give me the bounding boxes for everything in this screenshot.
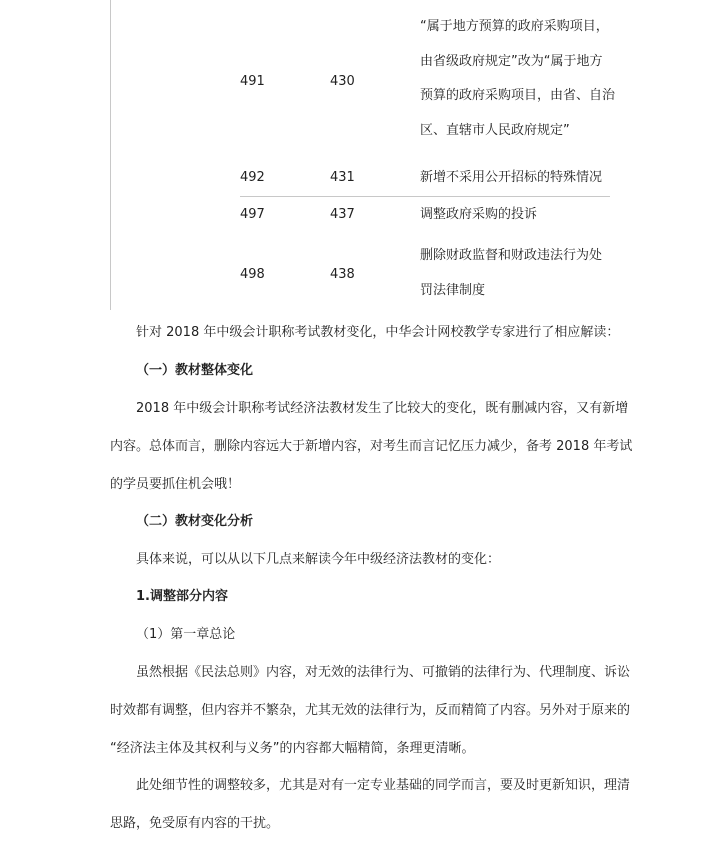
table-cell-new-page: 438 [330, 267, 355, 282]
description-line: 区、直辖市人民政府规定” [420, 122, 570, 138]
description-line: 罚法律制度 [420, 282, 486, 298]
table-left-border [110, 0, 111, 310]
paragraph-line: 时效都有调整，但内容并不繁杂，尤其无效的法律行为，反而精简了内容。另外对于原来的 [110, 703, 631, 718]
description-line: 删除财政监督和财政违法行为处 [420, 248, 603, 263]
paragraph-line: 具体来说，可以从以下几点来解读今年中级经济法教材的变化： [136, 552, 501, 567]
table-cell-old-page: 491 [240, 74, 265, 89]
section-heading [110, 352, 636, 390]
point-heading [110, 578, 636, 616]
paragraph-line: 此处细节性的调整较多，尤其是对有一定专业基础的同学而言，要及时更新知识，理清 [136, 778, 631, 793]
table-cell-description [420, 170, 615, 186]
table-cell-new-page: 430 [330, 74, 355, 89]
table-cell-old-page: 497 [240, 207, 265, 222]
subheading-text: （1）第一章总论 [136, 627, 236, 642]
description-line: “属于地方预算的政府采购项目， [420, 19, 609, 34]
heading-text: （一）教材整体变化 [136, 363, 254, 378]
paragraph-line: “经济法主体及其权利与义务”的内容都大幅精简，条理更清晰。 [110, 741, 475, 756]
paragraph-line: 的学员要抓住机会哦！ [110, 477, 241, 492]
table-cell-old-page: 492 [240, 170, 265, 185]
description-line: 由省级政府规定”改为“属于地方 [420, 53, 603, 69]
table-cell-new-page: 437 [330, 207, 355, 222]
paragraph-line: 内容。总体而言，删除内容远大于新增内容，对考生而言记忆压力减少，备考 2018 年考试 [110, 439, 633, 454]
description-line: 新增不采用公开招标的特殊情况 [420, 170, 603, 185]
point-subheading [110, 616, 636, 654]
intro-paragraph [110, 314, 636, 352]
point1-paragraph-2 [110, 767, 631, 843]
section-heading [110, 503, 636, 541]
table-cell-new-page: 431 [330, 170, 355, 185]
table-cell-description [420, 207, 615, 223]
heading-text: 1.调整部分内容 [136, 589, 228, 604]
description-line: 调整政府采购的投诉 [420, 207, 538, 222]
table-cell-old-page: 498 [240, 267, 265, 282]
section2-intro [110, 541, 636, 579]
paragraph-line: 2018 年中级会计职称考试经济法教材发生了比较大的变化，既有删减内容，又有新增 [136, 401, 629, 416]
table-cell-description [420, 19, 615, 139]
paragraph-line: 针对 2018 年中级会计职称考试教材变化，中华会计网校教学专家进行了相应解读： [136, 325, 620, 340]
paragraph-line: 思路，免受原有内容的干扰。 [110, 816, 280, 831]
table-row-divider [240, 196, 610, 197]
table-cell-description [420, 248, 615, 299]
heading-text: （二）教材变化分析 [136, 514, 254, 529]
point1-paragraph-1 [110, 654, 631, 768]
section1-paragraph [110, 390, 633, 504]
paragraph-line: 虽然根据《民法总则》内容，对无效的法律行为、可撤销的法律行为、代理制度、诉讼 [136, 665, 631, 680]
description-line: 预算的政府采购项目，由省、自治 [420, 88, 616, 103]
